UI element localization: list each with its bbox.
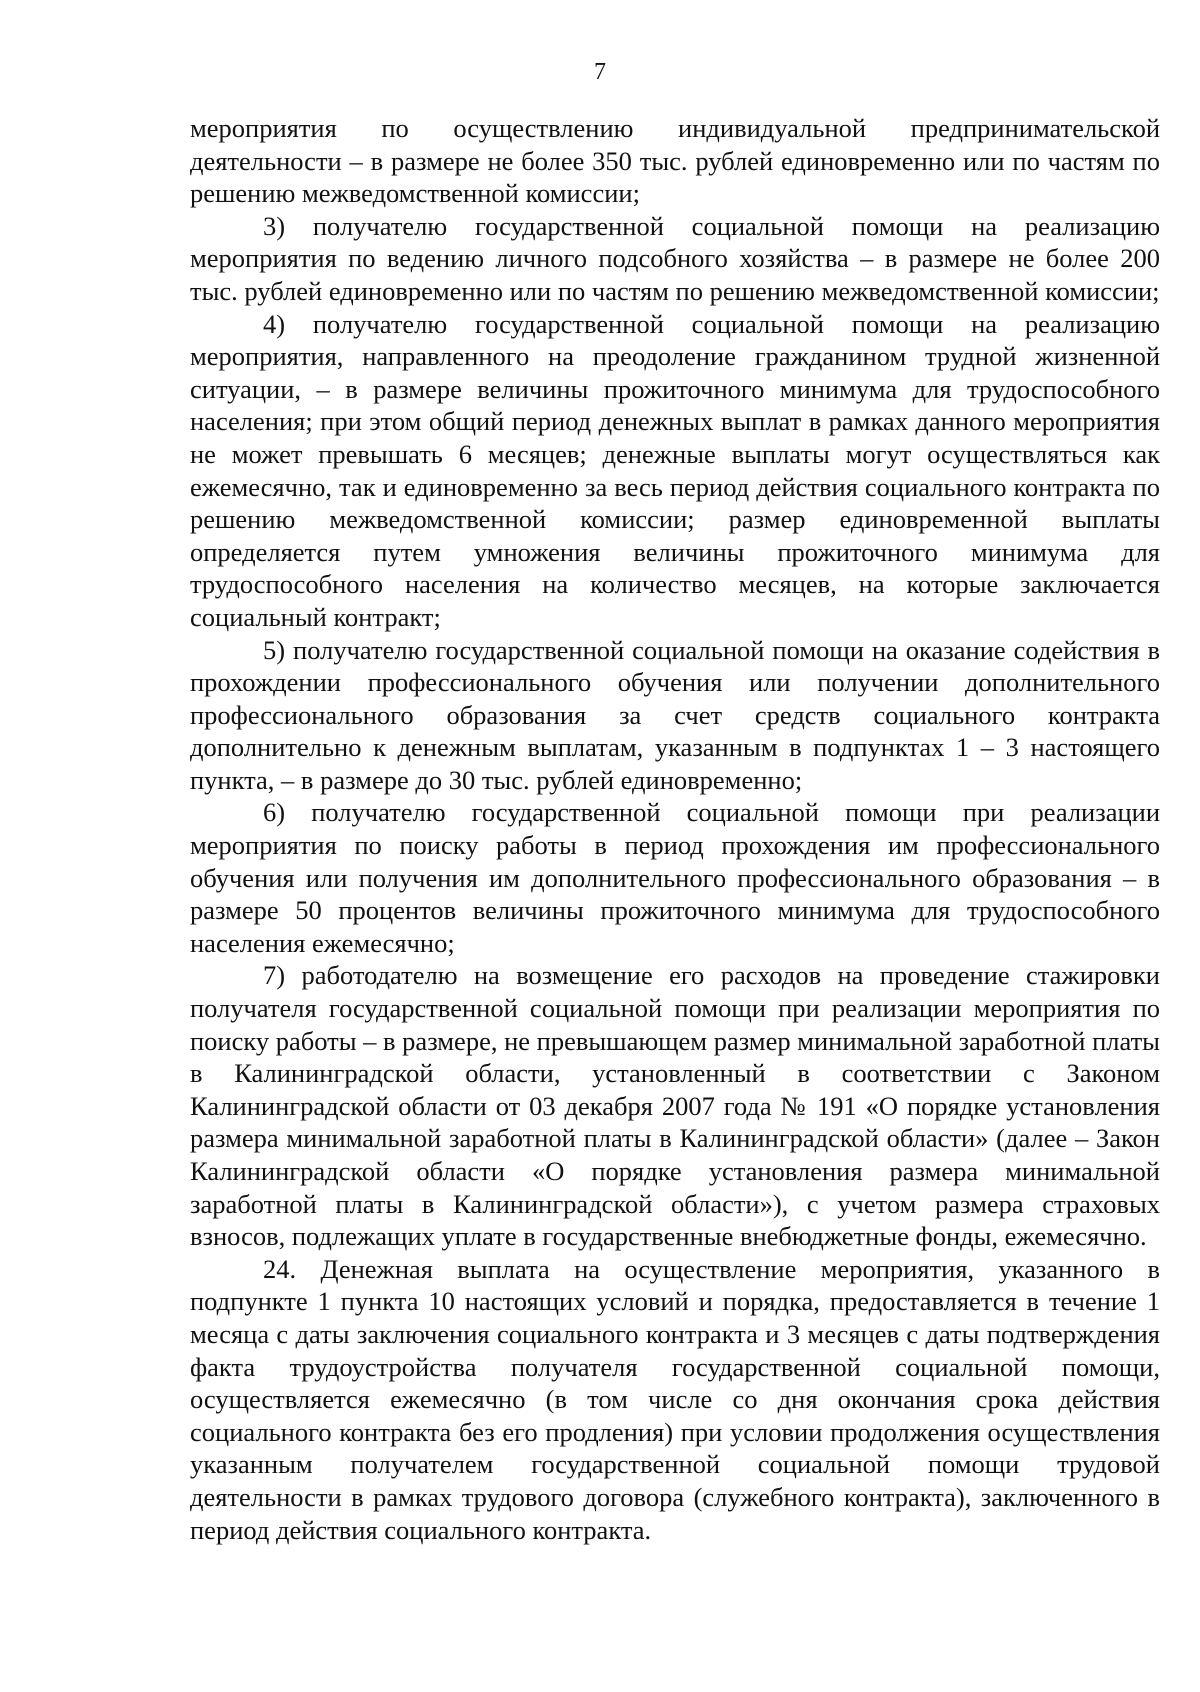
paragraph-item-3: 3) получателю государственной социальной помощи на реализацию мероприятия по ведению личного подсобного хозяйства – в размере не более 200 тыс. рублей единовременно или по частям по решению межведомственной комиссии; — [190, 210, 1160, 306]
page-number: 7 — [594, 59, 606, 85]
paragraph-clause-24: 24. Денежная выплата на осуществление мероприятия, указанного в подпункте 1 пункта 10 настоящих условий и порядка, предоставляется в течение 1 месяца с даты заключения социального контракта и 3 месяцев с даты подтверждения факта трудоустройства получателя государственной социальной помощи, осуществляется ежемесячно (в том числе со дня окончания срока действия социального контракта без его продления) при условии продолжения осуществления указанным получателем государственной социальной помощи трудовой деятельности в рамках трудового договора (служебного контракта), заключенного в период действия социального контракта. — [190, 1253, 1160, 1545]
paragraph-item-7: 7) работодателю на возмещение его расходов на проведение стажировки получателя государственной социальной помощи при реализации мероприятия по поиску работы – в размере, не превышающем размер минимальной заработной платы в Калининградской области, установленный в соответствии с Законом Калининградской области от 03 декабря 2007 года № 191 «О порядке установления размера минимальной заработной платы в Калининградской области» (далее – Закон Калининградской области «О порядке установления размера минимальной заработной платы в Калининградской области»), с учетом размера страховых взносов, подлежащих уплате в государственные внебюджетные фонды, ежемесячно. — [190, 960, 1160, 1252]
paragraph-item-6: 6) получателю государственной социальной помощи при реализации мероприятия по поиску работы в период прохождения им профессионального обучения или получения им дополнительного профессионального образования – в размере 50 процентов величины прожиточного минимума для трудоспособного населения ежемесячно; — [190, 797, 1160, 958]
paragraph-item-4: 4) получателю государственной социальной помощи на реализацию мероприятия, направленного на преодоление гражданином трудной жизненной ситуации, – в размере величины прожиточного минимума для трудоспособного населения; при этом общий период денежных выплат в рамках данного мероприятия не может превышать 6 месяцев; денежные выплаты могут осуществляться как ежемесячно, так и единовременно за весь период действия социального контракта по решению межведомственной комиссии; размер единовременной выплаты определяется путем умножения величины прожиточного минимума для трудоспособного населения на количество месяцев, на которые заключается социальный контракт; — [190, 308, 1160, 632]
paragraph-continuation: мероприятия по осуществлению индивидуальной предпринимательской деятельности – в размере не более 350 тыс. рублей единовременно или по частям по решению межведомственной комиссии; — [190, 113, 1160, 209]
document-body — [190, 112, 1160, 1546]
paragraph-item-5: 5) получателю государственной социальной помощи на оказание содействия в прохождении профессионального обучения или получении дополнительного профессионального образования за счет средств социального контракта дополнительно к денежным выплатам, указанным в подпунктах 1 – 3 настоящего пункта, – в размере до 30 тыс. рублей единовременно; — [190, 634, 1160, 795]
